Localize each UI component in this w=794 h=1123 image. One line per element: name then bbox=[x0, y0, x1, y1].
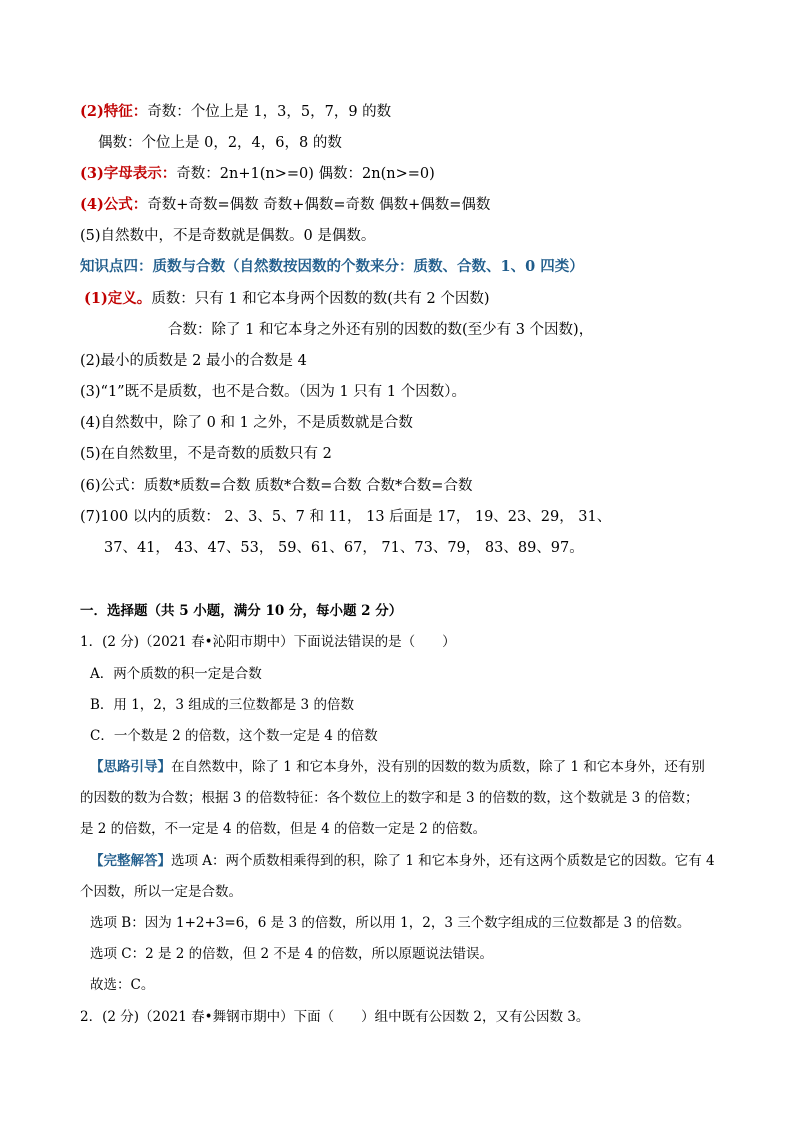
q1-answer-line-2: 个因数，所以一定是合数。 bbox=[80, 884, 242, 900]
natural-number-note: (5)自然数中，不是奇数就是偶数。0 是偶数。 bbox=[80, 228, 376, 244]
point4-title: 知识点四：质数与合数（自然数按因数的个数来分：质数、合数、1、0 四类） bbox=[80, 258, 584, 275]
hint-text: 在自然数中，除了 1 和它本身外，没有别的因数的数为质数，除了 1 和它本身外，还有别 bbox=[171, 759, 705, 775]
q1-answer-line-5: 故选：C。 bbox=[90, 977, 155, 993]
q1-hint-line-1 bbox=[90, 757, 705, 777]
feature-line bbox=[80, 102, 391, 122]
q1-hint-line-2: 的因数的数为合数；根据 3 的倍数特征：各个数位上的数字和是 3 的倍数的数，这个数就是 3 的倍数； bbox=[80, 790, 699, 806]
list-item: (2)最小的质数是 2 最小的合数是 4 bbox=[80, 353, 307, 369]
list-item: (6)公式：质数*质数=合数 质数*合数=合数 合数*合数=合数 bbox=[80, 478, 473, 494]
q1-hint-line-3: 是 2 的倍数，不一定是 4 的倍数，但是 4 的倍数一定是 2 的倍数。 bbox=[80, 821, 487, 837]
q1-option-c: C．一个数是 2 的倍数，这个数一定是 4 的倍数 bbox=[90, 728, 378, 744]
formula-line bbox=[80, 195, 490, 215]
primes-line-1: (7)100 以内的质数： 2、3、5、7 和 11， 13 后面是 17， 19、23、29， 31、 bbox=[80, 509, 612, 525]
primes-line-2: 37、41， 43、47、53， 59、61、67， 71、73、79， 83、89、97。 bbox=[104, 540, 584, 556]
q1-answer-line-3: 选项 B：因为 1+2+3=6，6 是 3 的倍数，所以用 1，2，3 三个数字组成的三位数都是 3 的倍数。 bbox=[90, 915, 691, 931]
definition-label: (1)定义。 bbox=[84, 290, 152, 307]
feature-label: (2)特征： bbox=[80, 103, 148, 120]
q1-answer-line-1 bbox=[90, 851, 715, 871]
formula-text: 奇数+奇数=偶数 奇数+偶数=奇数 偶数+偶数=偶数 bbox=[147, 197, 491, 213]
feature-even: 偶数：个位上是 0，2，4，6，8 的数 bbox=[98, 135, 342, 151]
q1-option-b: B．用 1，2，3 组成的三位数都是 3 的倍数 bbox=[90, 697, 354, 713]
letter-line bbox=[80, 164, 435, 184]
formula-label: (4)公式： bbox=[80, 196, 148, 213]
section-title: 一．选择题（共 5 小题，满分 10 分，每小题 2 分） bbox=[80, 603, 403, 619]
hint-tag: 【思路引导】 bbox=[90, 759, 171, 775]
answer-tag: 【完整解答】 bbox=[90, 853, 171, 869]
feature-odd: 奇数：个位上是 1，3，5，7，9 的数 bbox=[147, 104, 392, 120]
definition-prime: 质数：只有 1 和它本身两个因数的数(共有 2 个因数) bbox=[151, 291, 490, 307]
list-item: (3)“1”既不是质数，也不是合数。（因为 1 只有 1 个因数）。 bbox=[80, 384, 466, 400]
list-item: (4)自然数中，除了 0 和 1 之外，不是质数就是合数 bbox=[80, 415, 413, 431]
q2-stem: 2．(2 分)（2021 春•舞钢市期中）下面（ ）组中既有公因数 2，又有公因数 3。 bbox=[80, 1009, 590, 1025]
definition-composite: 合数：除了 1 和它本身之外还有别的因数的数(至少有 3 个因数)， bbox=[168, 322, 594, 338]
q1-stem: 1．(2 分)（2021 春•沁阳市期中）下面说法错误的是（ ） bbox=[80, 634, 456, 650]
definition-line bbox=[84, 289, 490, 309]
letter-label: (3)字母表示： bbox=[80, 165, 177, 182]
answer-text: 选项 A：两个质数相乘得到的积，除了 1 和它本身外，还有这两个质数是它的因数。它有 4 bbox=[171, 853, 715, 869]
letter-text: 奇数：2n+1(n>=0) 偶数：2n(n>=0) bbox=[176, 166, 435, 182]
q1-option-a: A．两个质数的积一定是合数 bbox=[90, 666, 262, 682]
q1-answer-line-4: 选项 C：2 是 2 的倍数，但 2 不是 4 的倍数，所以原题说法错误。 bbox=[90, 946, 494, 962]
list-item: (5)在自然数里，不是奇数的质数只有 2 bbox=[80, 446, 332, 462]
